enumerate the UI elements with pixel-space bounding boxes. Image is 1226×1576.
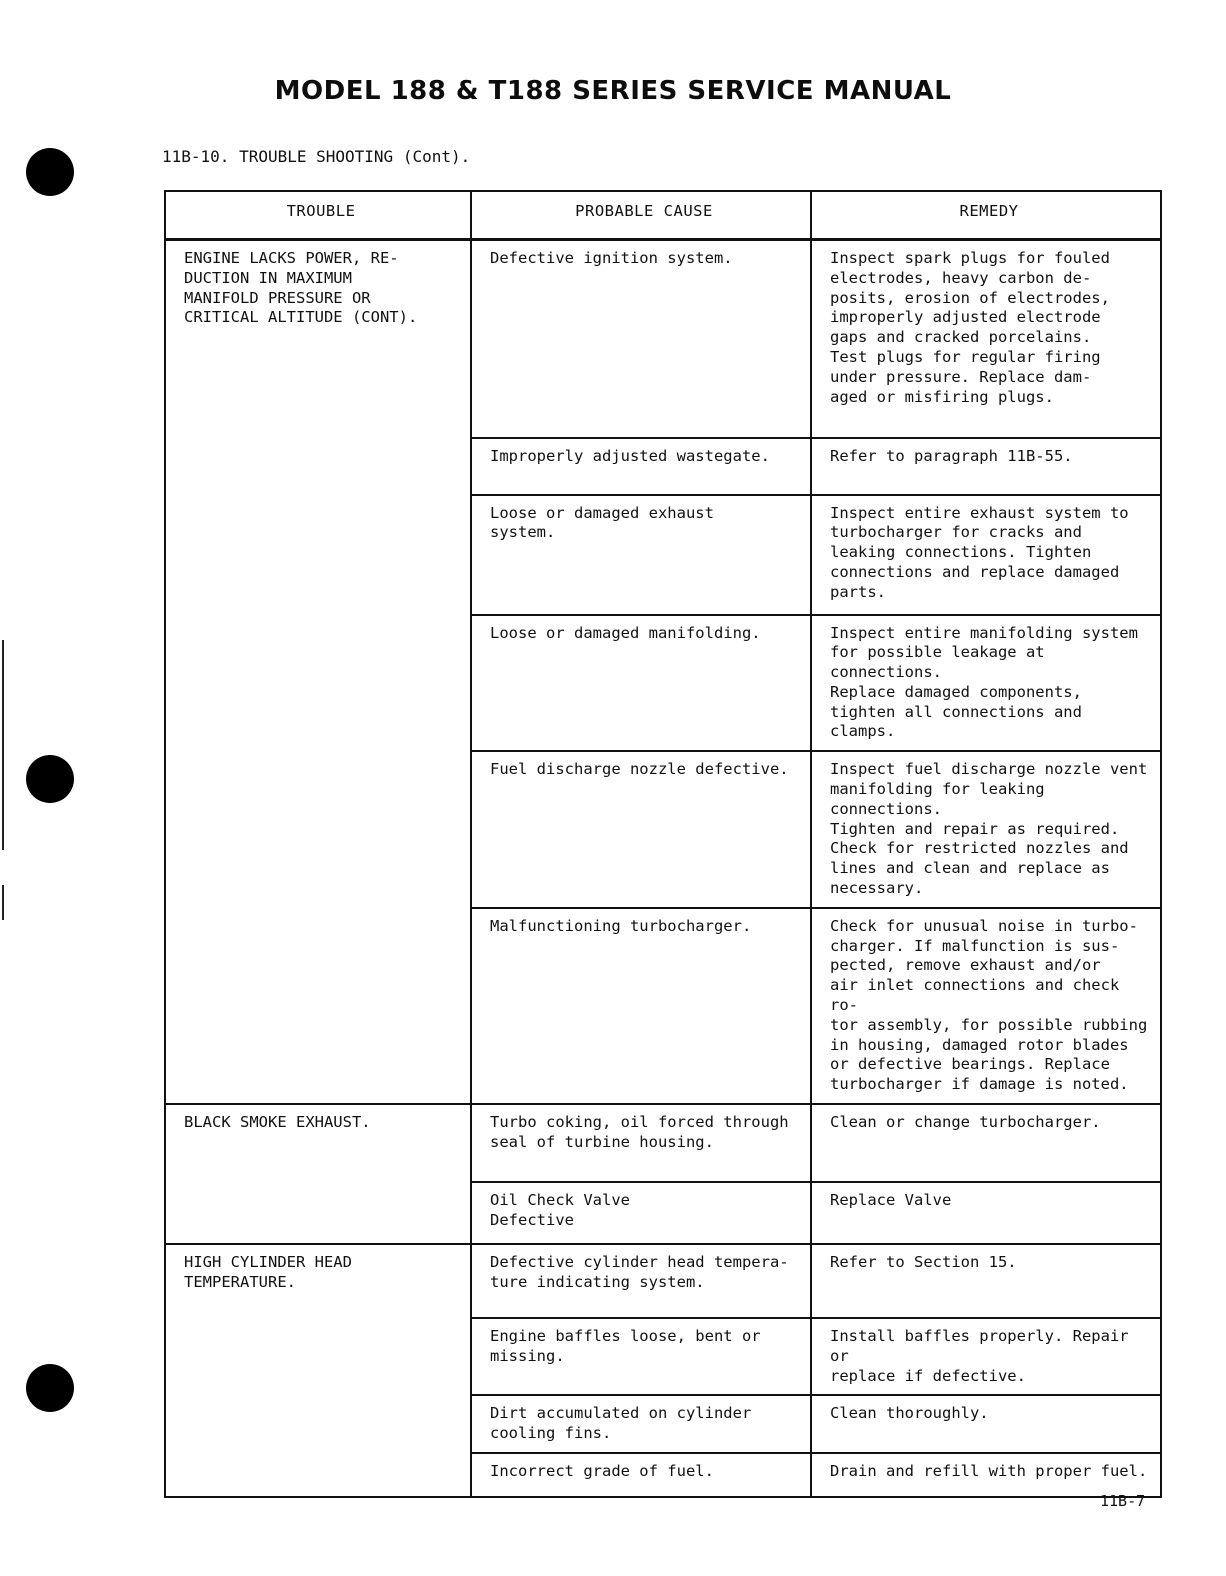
trouble-shooting-table (164, 190, 1162, 1498)
remedy-cell: Inspect spark plugs for fouled electrodes, heavy carbon de- posits, erosion of electrodes, improperly adjusted electrode gaps and cracked porcelains. Test plugs for regular firing under pressure. Replace dam- aged or misfiring plugs. (811, 240, 1161, 438)
cause-cell: Improperly adjusted wastegate. (471, 438, 811, 495)
cause-cell: Dirt accumulated on cylinder cooling fins. (471, 1395, 811, 1453)
trouble-cell: ENGINE LACKS POWER, RE- DUCTION IN MAXIMUM MANIFOLD PRESSURE OR CRITICAL ALTITUDE (CONT). (165, 240, 471, 1105)
cause-cell: Defective cylinder head tempera- ture indicating system. (471, 1244, 811, 1318)
remedy-cell: Inspect entire exhaust system to turbocharger for cracks and leaking connections. Tighten connections and replace damaged parts. (811, 495, 1161, 615)
cause-cell: Oil Check Valve Defective (471, 1182, 811, 1244)
column-header-probable-cause: PROBABLE CAUSE (471, 191, 811, 240)
column-header-trouble: TROUBLE (165, 191, 471, 240)
binder-hole (26, 148, 74, 196)
remedy-cell: Drain and refill with proper fuel. (811, 1453, 1161, 1497)
cause-cell: Engine baffles loose, bent or missing. (471, 1318, 811, 1395)
scan-edge-mark (2, 640, 4, 850)
remedy-cell: Clean or change turbocharger. (811, 1104, 1161, 1182)
binder-hole (26, 755, 74, 803)
section-title: 11B-10. TROUBLE SHOOTING (Cont). (162, 147, 471, 166)
remedy-cell: Replace Valve (811, 1182, 1161, 1244)
remedy-cell: Refer to Section 15. (811, 1244, 1161, 1318)
table-row (165, 1244, 1161, 1318)
remedy-cell: Install baffles properly. Repair or replace if defective. (811, 1318, 1161, 1395)
remedy-cell: Clean thoroughly. (811, 1395, 1161, 1453)
trouble-cell: HIGH CYLINDER HEAD TEMPERATURE. (165, 1244, 471, 1497)
remedy-cell: Refer to paragraph 11B-55. (811, 438, 1161, 495)
remedy-cell: Check for unusual noise in turbo- charger. If malfunction is sus- pected, remove exhaust and/or air inlet connections and check ro- tor assembly, for possible rubbing in housing, damaged rotor blades or defective bearings. Replace turbocharger if damage is noted. (811, 908, 1161, 1104)
cause-cell: Malfunctioning turbocharger. (471, 908, 811, 1104)
remedy-cell: Inspect entire manifolding system for possible leakage at connections. Replace damaged components, tighten all connections and clamps. (811, 615, 1161, 752)
table-row (165, 1104, 1161, 1182)
table-header-row (165, 191, 1161, 240)
binder-hole (26, 1364, 74, 1412)
page-title: MODEL 188 & T188 SERIES SERVICE MANUAL (274, 76, 952, 106)
page-number: 11B-7 (1100, 1492, 1146, 1510)
scan-edge-mark (2, 885, 4, 920)
cause-cell: Defective ignition system. (471, 240, 811, 438)
cause-cell: Fuel discharge nozzle defective. (471, 751, 811, 908)
cause-cell: Incorrect grade of fuel. (471, 1453, 811, 1497)
trouble-cell: BLACK SMOKE EXHAUST. (165, 1104, 471, 1244)
remedy-cell: Inspect fuel discharge nozzle vent manifolding for leaking connections. Tighten and repair as required. Check for restricted nozzles and lines and clean and replace as necessary. (811, 751, 1161, 908)
cause-cell: Loose or damaged manifolding. (471, 615, 811, 752)
table-row (165, 240, 1161, 438)
column-header-remedy: REMEDY (811, 191, 1161, 240)
cause-cell: Turbo coking, oil forced through seal of turbine housing. (471, 1104, 811, 1182)
cause-cell: Loose or damaged exhaust system. (471, 495, 811, 615)
